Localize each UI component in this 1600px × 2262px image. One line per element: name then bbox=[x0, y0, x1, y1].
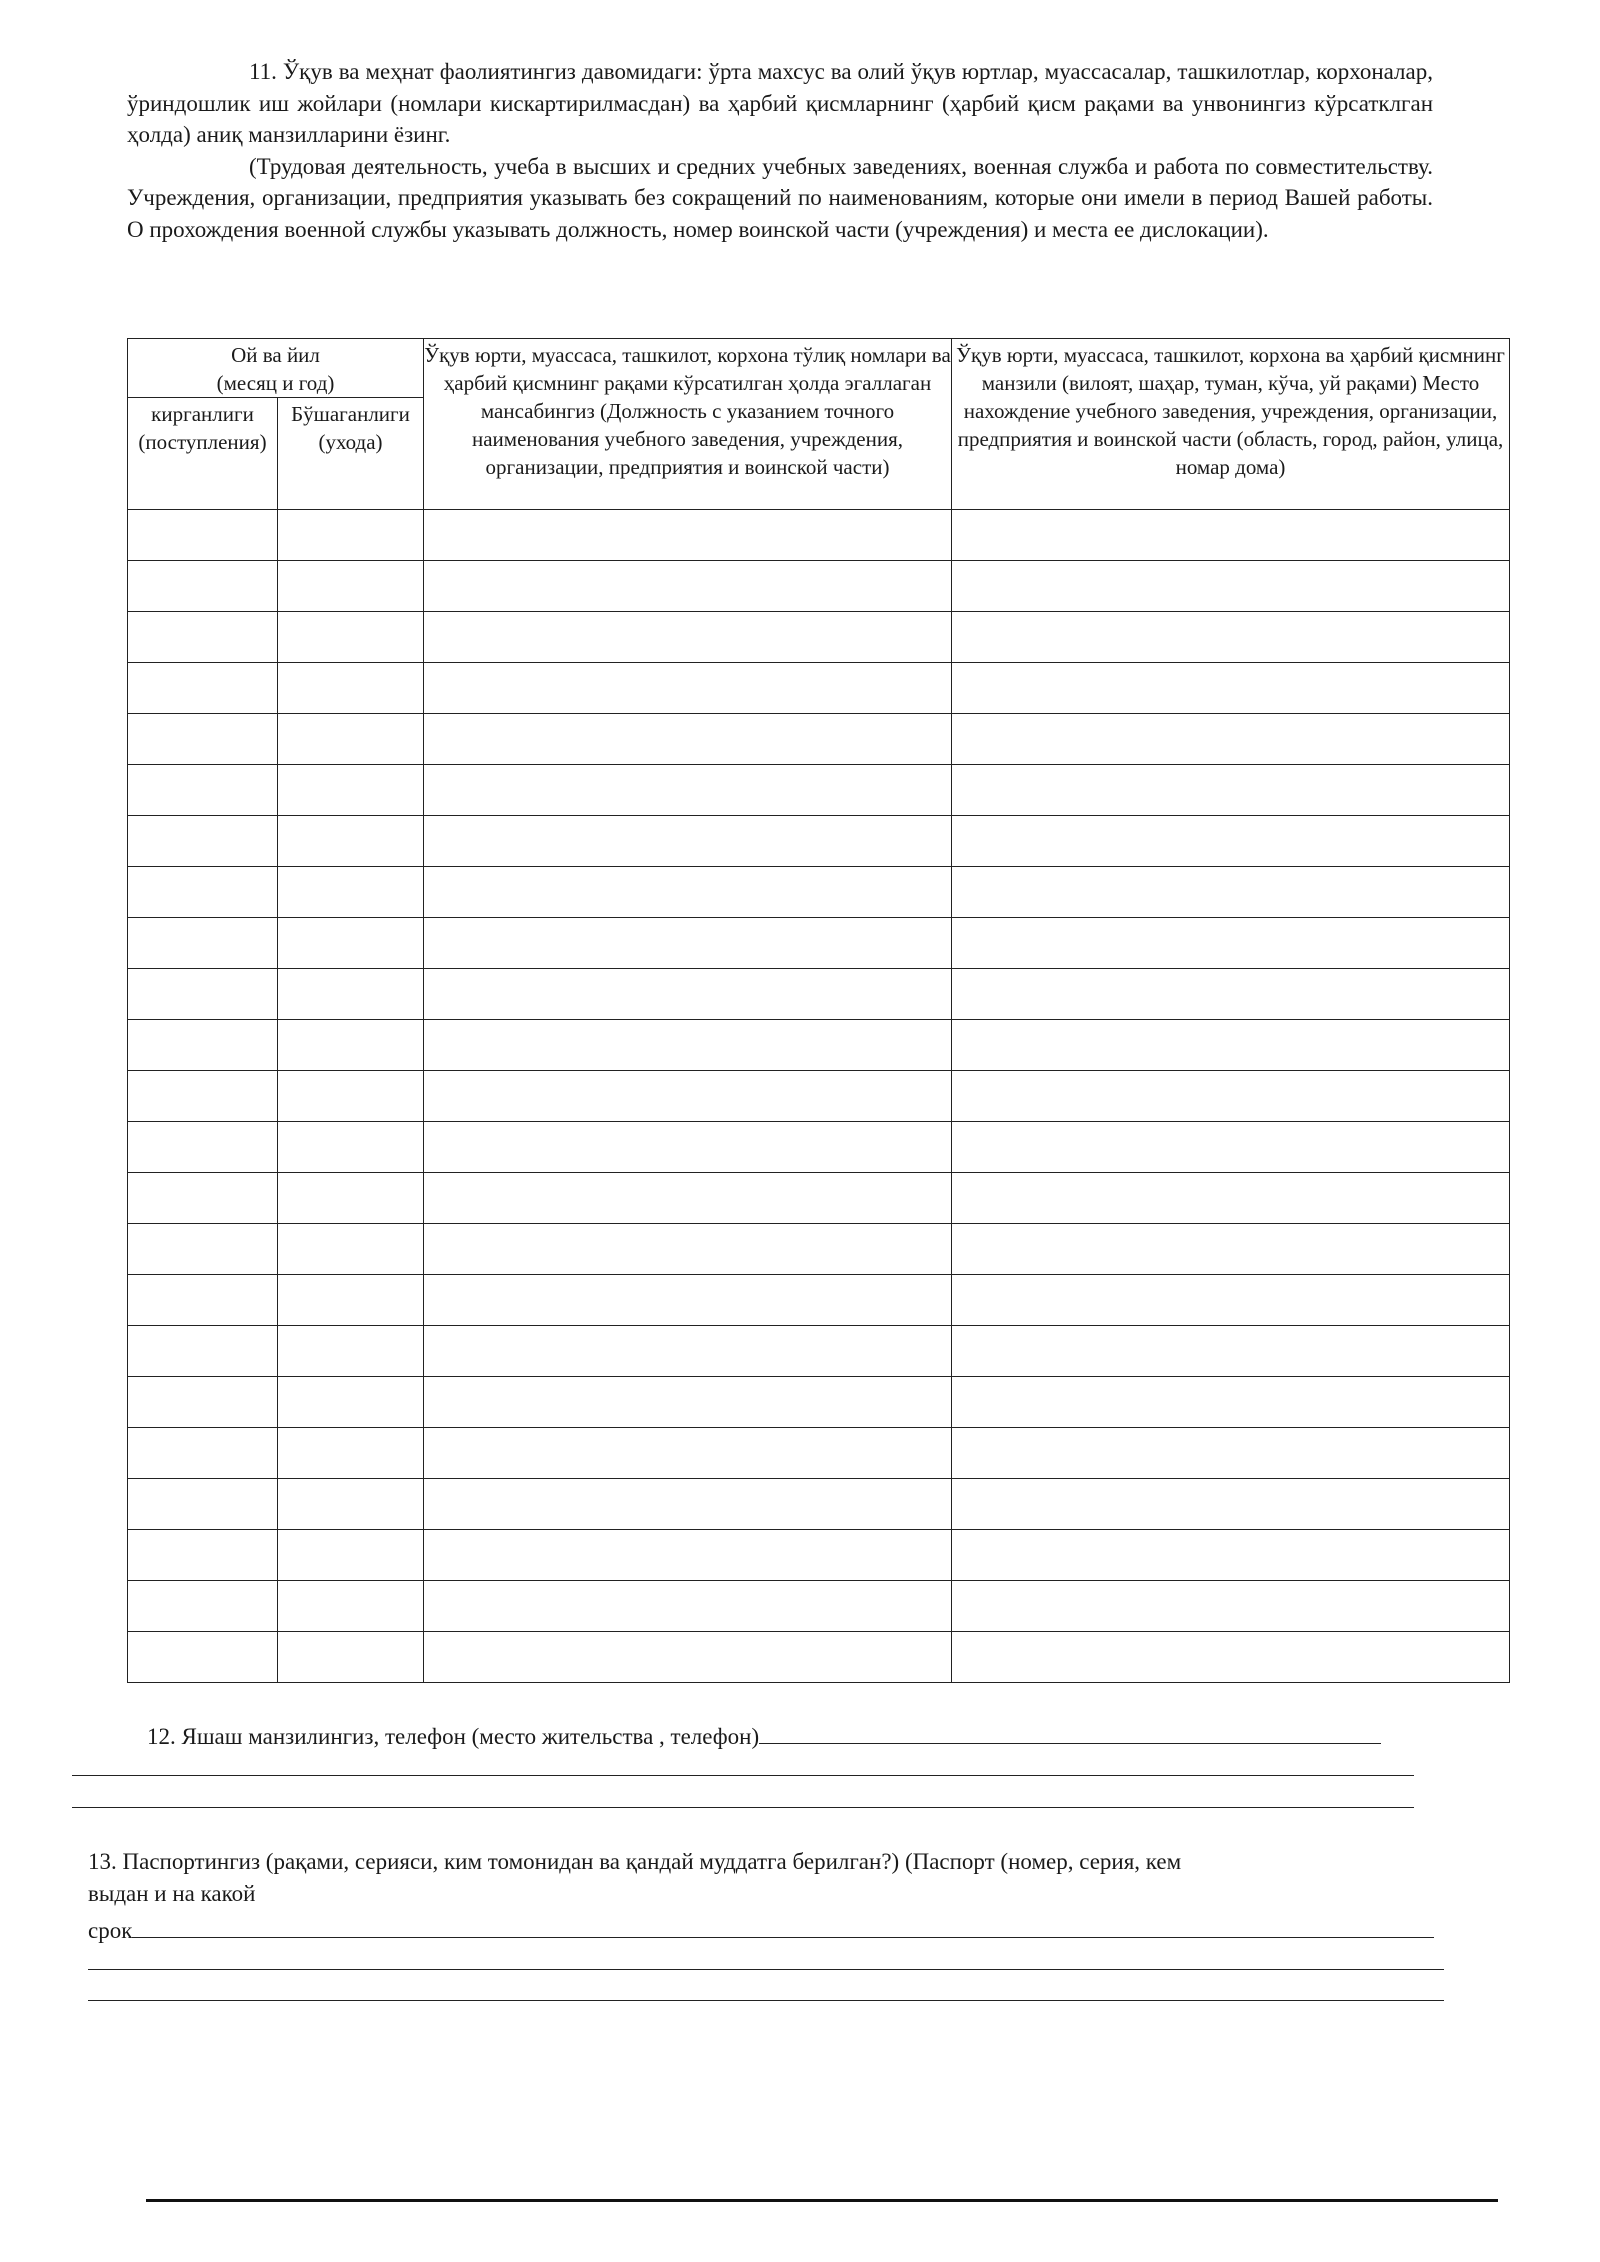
exit-date-cell[interactable] bbox=[278, 1377, 424, 1428]
table-row bbox=[128, 1122, 1510, 1173]
institution-name-cell[interactable] bbox=[424, 1530, 952, 1581]
exit-date-cell[interactable] bbox=[278, 1428, 424, 1479]
entry-date-cell[interactable] bbox=[128, 561, 278, 612]
exit-date-cell[interactable] bbox=[278, 1173, 424, 1224]
exit-date-cell[interactable] bbox=[278, 663, 424, 714]
entry-date-cell[interactable] bbox=[128, 1428, 278, 1479]
exit-date-header: Бўшаганлиги (ухода) bbox=[278, 398, 424, 510]
institution-address-cell[interactable] bbox=[952, 1428, 1510, 1479]
entry-date-cell[interactable] bbox=[128, 1122, 278, 1173]
table-row bbox=[128, 1530, 1510, 1581]
table-row bbox=[128, 1275, 1510, 1326]
section-11-uzbek-text: 11. Ўқув ва меҳнат фаолиятингиз давомидаги: ўрта махсус ва олий ўқув юртлар, муассасалар, ташкилотлар, корхоналар, ўриндошлик иш жойлари (номлари кискартирилмасдан) ва ҳарбий қисмларнинг (ҳарбий қисм рақами ва унвонингиз кўрсатклган ҳолда) аниқ манзилларини ёзинг. bbox=[127, 59, 1433, 147]
exit-date-cell[interactable] bbox=[278, 1275, 424, 1326]
table-row bbox=[128, 1326, 1510, 1377]
institution-address-cell[interactable] bbox=[952, 663, 1510, 714]
entry-date-cell[interactable] bbox=[128, 867, 278, 918]
entry-date-cell[interactable] bbox=[128, 1173, 278, 1224]
exit-date-cell[interactable] bbox=[278, 765, 424, 816]
institution-address-cell[interactable] bbox=[952, 1326, 1510, 1377]
exit-date-cell[interactable] bbox=[278, 1530, 424, 1581]
entry-date-cell[interactable] bbox=[128, 612, 278, 663]
table-row bbox=[128, 1479, 1510, 1530]
institution-name-cell[interactable] bbox=[424, 1224, 952, 1275]
institution-name-cell[interactable] bbox=[424, 1428, 952, 1479]
institution-address-cell[interactable] bbox=[952, 765, 1510, 816]
institution-name-cell[interactable] bbox=[424, 1581, 952, 1632]
exit-date-cell[interactable] bbox=[278, 612, 424, 663]
entry-date-cell[interactable] bbox=[128, 765, 278, 816]
institution-address-cell[interactable] bbox=[952, 969, 1510, 1020]
table-row bbox=[128, 510, 1510, 561]
institution-address-header: Ўқув юрти, муассаса, ташкилот, корхона ва ҳарбий қисмнинг манзили (вилоят, шаҳар, туман, кўча, уй рақами) Место нахождение учебного заведения, учреждения, организации, предприятия и воинской части (область, город, район, улица, номар дома) bbox=[952, 339, 1510, 510]
institution-address-cell[interactable] bbox=[952, 1122, 1510, 1173]
institution-address-cell[interactable] bbox=[952, 612, 1510, 663]
page-bottom-rule bbox=[146, 2199, 1498, 2202]
section-13-line-3: срок bbox=[88, 1918, 133, 1943]
institution-name-cell[interactable] bbox=[424, 510, 952, 561]
institution-name-cell[interactable] bbox=[424, 1377, 952, 1428]
entry-date-cell[interactable] bbox=[128, 1479, 278, 1530]
table-row bbox=[128, 1428, 1510, 1479]
entry-date-cell[interactable] bbox=[128, 663, 278, 714]
exit-date-cell[interactable] bbox=[278, 867, 424, 918]
exit-date-cell[interactable] bbox=[278, 1224, 424, 1275]
table-row bbox=[128, 1224, 1510, 1275]
table-row bbox=[128, 714, 1510, 765]
entry-date-cell[interactable] bbox=[128, 1530, 278, 1581]
entry-date-cell[interactable] bbox=[128, 1224, 278, 1275]
table-row bbox=[128, 867, 1510, 918]
institution-address-cell[interactable] bbox=[952, 1581, 1510, 1632]
institution-name-cell[interactable] bbox=[424, 1020, 952, 1071]
exit-date-cell[interactable] bbox=[278, 561, 424, 612]
table-row bbox=[128, 1071, 1510, 1122]
address-line-3[interactable] bbox=[72, 1807, 1414, 1808]
section-11 bbox=[127, 56, 1433, 245]
entry-date-cell[interactable] bbox=[128, 918, 278, 969]
institution-name-cell[interactable] bbox=[424, 1632, 952, 1683]
exit-date-cell[interactable] bbox=[278, 1632, 424, 1683]
institution-address-cell[interactable] bbox=[952, 1377, 1510, 1428]
entry-date-cell[interactable] bbox=[128, 510, 278, 561]
institution-name-cell[interactable] bbox=[424, 867, 952, 918]
table-row bbox=[128, 561, 1510, 612]
table-row bbox=[128, 1581, 1510, 1632]
institution-name-cell[interactable] bbox=[424, 1122, 952, 1173]
institution-name-cell[interactable] bbox=[424, 1326, 952, 1377]
exit-date-cell[interactable] bbox=[278, 1122, 424, 1173]
exit-date-cell[interactable] bbox=[278, 1479, 424, 1530]
entry-date-cell[interactable] bbox=[128, 714, 278, 765]
institution-address-cell[interactable] bbox=[952, 816, 1510, 867]
exit-date-cell[interactable] bbox=[278, 918, 424, 969]
institution-name-cell[interactable] bbox=[424, 1275, 952, 1326]
institution-name-cell[interactable] bbox=[424, 561, 952, 612]
table-row bbox=[128, 1632, 1510, 1683]
section-11-russian-text: (Трудовая деятельность, учеба в высших и средних учебных заведениях, военная служба и работа по совместительству. Учреждения, организации, предприятия указывать без сокращений по наименованиям, которые они имели в период Вашей работы. О прохождения военной службы указывать должность, номер воинской части (учреждения) и места ее дислокации). bbox=[127, 153, 1433, 242]
section-13-line-2: выдан и на какой bbox=[88, 1881, 256, 1906]
table-row bbox=[128, 1020, 1510, 1071]
entry-date-cell[interactable] bbox=[128, 1581, 278, 1632]
institution-name-header: Ўқув юрти, муассаса, ташкилот, корхона тўлиқ номлари ва ҳарбий қисмнинг рақами кўрсатилган ҳолда эгаллаган мансабингиз (Должность с указанием точного наименования учебного заведения, учреждения, организации, предприятия и воинской части) bbox=[424, 339, 952, 510]
institution-name-cell[interactable] bbox=[424, 765, 952, 816]
date-header: Ой ва йил (месяц и год) bbox=[128, 339, 424, 398]
institution-address-cell[interactable] bbox=[952, 1071, 1510, 1122]
exit-date-cell[interactable] bbox=[278, 1071, 424, 1122]
entry-date-cell[interactable] bbox=[128, 1632, 278, 1683]
institution-address-cell[interactable] bbox=[952, 867, 1510, 918]
institution-name-cell[interactable] bbox=[424, 612, 952, 663]
section-12 bbox=[147, 1717, 1381, 1752]
table-row bbox=[128, 918, 1510, 969]
institution-address-cell[interactable] bbox=[952, 1224, 1510, 1275]
institution-address-cell[interactable] bbox=[952, 1275, 1510, 1326]
section-12-label: 12. Яшаш манзилингиз, телефон (место жительства , телефон) bbox=[147, 1724, 760, 1749]
address-input-line[interactable] bbox=[759, 1717, 1381, 1744]
institution-name-cell[interactable] bbox=[424, 816, 952, 867]
table-row bbox=[128, 816, 1510, 867]
exit-date-cell[interactable] bbox=[278, 714, 424, 765]
entry-date-cell[interactable] bbox=[128, 816, 278, 867]
institution-name-cell[interactable] bbox=[424, 663, 952, 714]
table-row bbox=[128, 612, 1510, 663]
institution-address-cell[interactable] bbox=[952, 561, 1510, 612]
table-body bbox=[128, 510, 1510, 1683]
institution-address-cell[interactable] bbox=[952, 510, 1510, 561]
exit-date-cell[interactable] bbox=[278, 1326, 424, 1377]
entry-date-cell[interactable] bbox=[128, 1326, 278, 1377]
institution-address-cell[interactable] bbox=[952, 714, 1510, 765]
institution-address-cell[interactable] bbox=[952, 918, 1510, 969]
institution-address-cell[interactable] bbox=[952, 1173, 1510, 1224]
section-13 bbox=[88, 1911, 1434, 1946]
institution-address-cell[interactable] bbox=[952, 1632, 1510, 1683]
passport-line-3[interactable] bbox=[88, 2000, 1444, 2001]
section-13-line-1: 13. Паспортингиз (рақами, серияси, ким томонидан ва қандай муддатга берилган?) (Паспорт (номер, серия, кем bbox=[88, 1849, 1182, 1874]
exit-date-cell[interactable] bbox=[278, 816, 424, 867]
address-line-2[interactable] bbox=[72, 1775, 1414, 1776]
institution-name-cell[interactable] bbox=[424, 714, 952, 765]
table-row bbox=[128, 1377, 1510, 1428]
institution-name-cell[interactable] bbox=[424, 918, 952, 969]
institution-name-cell[interactable] bbox=[424, 1071, 952, 1122]
entry-date-cell[interactable] bbox=[128, 1275, 278, 1326]
institution-address-cell[interactable] bbox=[952, 1530, 1510, 1581]
work-history-table bbox=[127, 338, 1510, 1683]
institution-address-cell[interactable] bbox=[952, 1479, 1510, 1530]
entry-date-cell[interactable] bbox=[128, 1377, 278, 1428]
table-row bbox=[128, 765, 1510, 816]
passport-line-2[interactable] bbox=[88, 1969, 1444, 1970]
institution-address-cell[interactable] bbox=[952, 1020, 1510, 1071]
exit-date-cell[interactable] bbox=[278, 969, 424, 1020]
entry-date-cell[interactable] bbox=[128, 1071, 278, 1122]
table-row bbox=[128, 1173, 1510, 1224]
entry-date-cell[interactable] bbox=[128, 969, 278, 1020]
exit-date-cell[interactable] bbox=[278, 1020, 424, 1071]
passport-input-line[interactable] bbox=[132, 1911, 1434, 1938]
exit-date-cell[interactable] bbox=[278, 510, 424, 561]
entry-date-cell[interactable] bbox=[128, 1020, 278, 1071]
entry-date-header: кирганлиги (поступления) bbox=[128, 398, 278, 510]
institution-name-cell[interactable] bbox=[424, 969, 952, 1020]
table-row bbox=[128, 969, 1510, 1020]
exit-date-cell[interactable] bbox=[278, 1581, 424, 1632]
table-row bbox=[128, 663, 1510, 714]
institution-name-cell[interactable] bbox=[424, 1173, 952, 1224]
institution-name-cell[interactable] bbox=[424, 1479, 952, 1530]
